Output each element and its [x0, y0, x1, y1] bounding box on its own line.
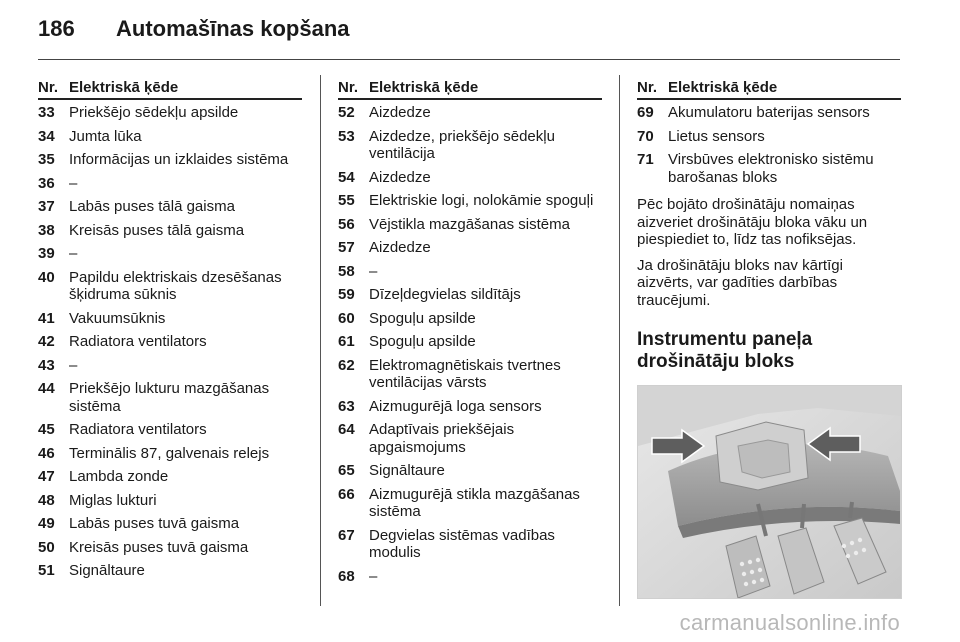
fuse-circuit: Labās puses tālā gaisma: [69, 198, 235, 215]
table-header: [637, 79, 901, 100]
fuse-box-illustration: [637, 385, 902, 599]
table-row: [338, 169, 602, 187]
paragraph-warning: Ja drošinātāju bloks nav kārtīgi aizvērts, var gadīties darbības traucējumi.: [637, 256, 843, 309]
fuse-number: 59: [338, 286, 355, 303]
fuse-circuit: Spoguļu apsilde: [369, 309, 476, 327]
fuse-number: 68: [338, 567, 355, 585]
column-divider: [619, 75, 620, 606]
fuse-number: 61: [338, 333, 355, 350]
table-row: [38, 445, 302, 463]
fuse-circuit: Signāltaure: [69, 562, 145, 579]
fuse-circuit: Virsbūves elektronisko sistēmu barošanas bloks: [668, 151, 874, 186]
table-row: [38, 421, 302, 439]
table-row: [338, 486, 602, 521]
fuse-number: 52: [338, 104, 355, 121]
table-row: [38, 310, 302, 328]
fuse-circuit: Lietus sensors: [668, 127, 765, 145]
section-heading: Instrumentu paneļa drošinātāju bloks: [637, 329, 813, 372]
fuse-number: 50: [38, 538, 55, 556]
header-circuit: Elektriskā ķēde: [69, 79, 179, 96]
table-row: [338, 310, 602, 328]
table-rows: [637, 104, 901, 186]
table-row: [637, 151, 901, 186]
table-row: [38, 357, 302, 375]
table-row: [338, 527, 602, 562]
fuse-circuit: Kreisās puses tuvā gaisma: [69, 538, 249, 556]
table-row: [38, 128, 302, 146]
header-circuit: Elektriskā ķēde: [668, 79, 778, 96]
fuse-number: 36: [38, 174, 55, 192]
table-row: [637, 104, 901, 122]
fuse-circuit: –: [369, 567, 378, 585]
fuse-table-column-3: [637, 79, 901, 599]
table-row: [38, 269, 302, 304]
table-row: [38, 151, 302, 169]
fuse-table-column-1: [38, 79, 302, 586]
table-row: [38, 539, 302, 557]
fuse-circuit: Aizdedze: [369, 168, 431, 186]
fuse-number: 58: [338, 262, 355, 280]
fuse-circuit: Lambda zonde: [69, 468, 169, 485]
table-row: [338, 192, 602, 210]
fuse-circuit: Informācijas un izklaides sistēma: [69, 151, 289, 168]
fuse-circuit: Vakuumsūknis: [69, 309, 166, 327]
table-row: [38, 104, 302, 122]
table-row: [338, 462, 602, 480]
fuse-circuit: Radiatora ventilators: [69, 333, 207, 350]
header-circuit: Elektriskā ķēde: [369, 79, 479, 96]
fuse-circuit: Labās puses tuvā gaisma: [69, 515, 240, 532]
table-row: [38, 515, 302, 533]
fuse-circuit: Degvielas sistēmas vadības modulis: [369, 526, 555, 561]
fuse-number: 57: [338, 239, 355, 256]
table-row: [38, 222, 302, 240]
table-row: [338, 263, 602, 281]
header-nr: Nr.: [38, 79, 59, 96]
fuse-number: 67: [338, 526, 355, 544]
fuse-number: 53: [338, 127, 355, 145]
fuse-number: 64: [338, 421, 355, 438]
fuse-circuit: Radiatora ventilators: [69, 421, 207, 438]
fuse-circuit: Aizmugurējā stikla mazgāšanas sistēma: [369, 485, 580, 520]
fuse-circuit: Vējstikla mazgāšanas sistēma: [369, 215, 570, 233]
fuse-circuit: Elektromagnētiskais tvertnes ventilācijas vārsts: [369, 356, 561, 391]
header-rule: [38, 59, 900, 60]
table-row: [338, 357, 602, 392]
watermark: carmanualsonline.info: [679, 610, 900, 635]
table-row: [338, 568, 602, 586]
table-row: [38, 245, 302, 263]
table-row: [338, 128, 602, 163]
page-header: [38, 16, 350, 42]
fuse-circuit: Spoguļu apsilde: [369, 333, 476, 350]
fuse-number: 43: [38, 356, 55, 374]
fuse-number: 45: [38, 421, 55, 438]
fuse-number: 55: [338, 192, 355, 209]
table-row: [38, 468, 302, 486]
fuse-number: 48: [38, 491, 55, 509]
fuse-circuit: Signāltaure: [369, 462, 445, 479]
table-row: [338, 421, 602, 456]
table-row: [38, 175, 302, 193]
fuse-number: 66: [338, 485, 355, 503]
fuse-circuit: Adaptīvais priekšējais apgaismojums: [369, 421, 515, 456]
fuse-circuit: Aizdedze: [369, 239, 431, 256]
fuse-number: 56: [338, 215, 355, 233]
fuse-number: 54: [338, 168, 355, 186]
table-rows: [338, 104, 602, 585]
fuse-circuit: Kreisās puses tālā gaisma: [69, 221, 245, 239]
page-number: 186: [38, 16, 75, 41]
table-row: [338, 239, 602, 257]
fuse-circuit: –: [69, 245, 78, 262]
fuse-circuit: Terminālis 87, galvenais relejs: [69, 444, 270, 462]
fuse-circuit: Aizmugurējā loga sensors: [369, 397, 542, 415]
fuse-number: 69: [637, 104, 654, 121]
table-row: [338, 398, 602, 416]
table-row: [338, 286, 602, 304]
fuse-number: 41: [38, 309, 55, 327]
fuse-circuit: Jumta lūka: [69, 127, 142, 145]
table-rows: [38, 104, 302, 580]
fuse-number: 71: [637, 151, 654, 168]
fuse-box-drawing: [638, 386, 901, 598]
fuse-circuit: Dīzeļdegvielas sildītājs: [369, 286, 521, 303]
fuse-circuit: –: [69, 356, 78, 374]
fuse-number: 62: [338, 356, 355, 374]
page-title: Automašīnas kopšana: [116, 16, 350, 41]
table-header: [38, 79, 302, 100]
paragraph-close-cover: Pēc bojāto drošinātāju nomaiņas aizveriet drošinātāju bloka vāku un piespiediet to, līdz tas nofiksējas.: [637, 196, 868, 248]
fuse-number: 60: [338, 309, 355, 327]
fuse-circuit: Elektriskie logi, nolokāmie spoguļi: [369, 192, 594, 209]
fuse-circuit: Priekšējo lukturu mazgāšanas sistēma: [69, 380, 270, 415]
fuse-number: 70: [637, 127, 654, 145]
fuse-number: 46: [38, 444, 55, 462]
fuse-number: 42: [38, 333, 55, 350]
fuse-number: 63: [338, 397, 355, 415]
header-nr: Nr.: [637, 79, 658, 96]
fuse-number: 37: [38, 198, 55, 215]
table-row: [38, 380, 302, 415]
fuse-table-column-2: [338, 79, 602, 591]
fuse-circuit: Aizdedze, priekšējo sēdekļu ventilācija: [369, 127, 555, 162]
fuse-number: 38: [38, 221, 55, 239]
table-header: [338, 79, 602, 100]
fuse-number: 39: [38, 245, 55, 262]
fuse-circuit: –: [69, 174, 78, 192]
table-row: [338, 216, 602, 234]
fuse-number: 33: [38, 104, 55, 121]
table-row: [338, 104, 602, 122]
table-row: [38, 333, 302, 351]
column-divider: [320, 75, 321, 606]
table-row: [38, 492, 302, 510]
fuse-number: 49: [38, 515, 55, 532]
fuse-circuit: Miglas lukturi: [69, 491, 157, 509]
fuse-number: 47: [38, 468, 55, 485]
fuse-circuit: Akumulatoru baterijas sensors: [668, 104, 870, 121]
fuse-number: 35: [38, 151, 55, 168]
fuse-number: 34: [38, 127, 55, 145]
fuse-number: 65: [338, 462, 355, 479]
fuse-circuit: –: [369, 262, 378, 280]
fuse-number: 40: [38, 268, 55, 286]
fuse-number: 44: [38, 380, 55, 397]
table-row: [38, 562, 302, 580]
fuse-circuit: Papildu elektriskais dzesēšanas šķidruma sūknis: [69, 268, 282, 303]
fuse-number: 51: [38, 562, 55, 579]
header-nr: Nr.: [338, 79, 359, 96]
fuse-circuit: Aizdedze: [369, 104, 431, 121]
table-row: [637, 128, 901, 146]
table-row: [38, 198, 302, 216]
table-row: [338, 333, 602, 351]
fuse-circuit: Priekšējo sēdekļu apsilde: [69, 104, 239, 121]
